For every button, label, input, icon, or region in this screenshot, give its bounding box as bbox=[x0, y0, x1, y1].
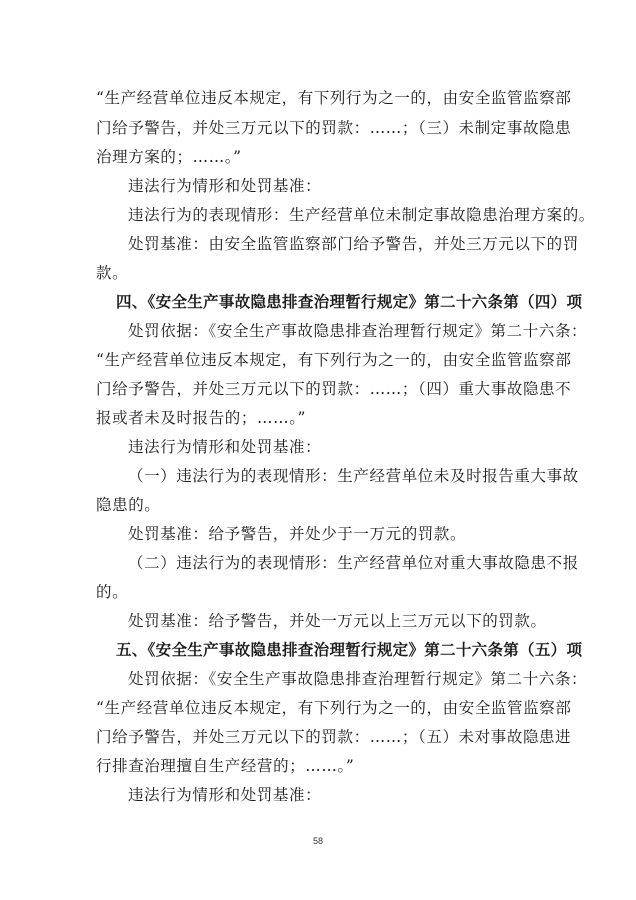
body-text-line: “生产经营单位违反本规定，有下列行为之一的，由安全监管监察部 bbox=[96, 699, 572, 717]
body-text-line: 门给予警告，并处三万元以下的罚款：……；（三）未制定事故隐患 bbox=[96, 119, 572, 137]
body-text-line: 报或者未及时报告的；……。” bbox=[96, 409, 307, 427]
body-text-line: “生产经营单位违反本规定，有下列行为之一的，由安全监管监察部 bbox=[96, 89, 572, 107]
body-text-line: 行排查治理擅自生产经营的；……。” bbox=[96, 757, 355, 775]
body-text-line: 款。 bbox=[96, 264, 129, 282]
body-text-line: 违法行为情形和处罚基准： bbox=[128, 438, 322, 456]
body-text-line: 处罚基准：由安全监管监察部门给予警告，并处三万元以下的罚 bbox=[128, 235, 579, 253]
section-heading: 四、《安全生产事故隐患排查治理暂行规定》第二十六条第（四）项 bbox=[116, 293, 583, 311]
body-text-line: 违法行为情形和处罚基准： bbox=[128, 786, 322, 804]
body-text-line: 的。 bbox=[96, 583, 129, 601]
body-text-line: 治理方案的；……。” bbox=[96, 148, 242, 166]
body-text-line: 违法行为情形和处罚基准： bbox=[128, 177, 322, 195]
body-text-line: （二）违法行为的表现情形：生产经营单位对重大事故隐患不报 bbox=[128, 554, 579, 572]
page-number: 58 bbox=[312, 836, 323, 846]
body-text-line: 门给予警告，并处三万元以下的罚款：……；（四）重大事故隐患不 bbox=[96, 380, 572, 398]
section-heading: 五、《安全生产事故隐患排查治理暂行规定》第二十六条第（五）项 bbox=[116, 641, 583, 659]
body-text-line: 处罚基准：给予警告，并处少于一万元的罚款。 bbox=[128, 525, 467, 543]
body-text-line: 处罚依据：《安全生产事故隐患排查治理暂行规定》第二十六条： bbox=[128, 670, 588, 688]
body-text-line: 处罚依据：《安全生产事故隐患排查治理暂行规定》第二十六条： bbox=[128, 322, 588, 340]
body-text-line: “生产经营单位违反本规定，有下列行为之一的，由安全监管监察部 bbox=[96, 351, 572, 369]
body-text-line: （一）违法行为的表现情形：生产经营单位未及时报告重大事故 bbox=[128, 467, 579, 485]
body-text-line: 隐患的。 bbox=[96, 496, 161, 514]
body-text-line: 门给予警告，并处三万元以下的罚款：……；（五）未对事故隐患进 bbox=[96, 728, 572, 746]
body-text-line: 违法行为的表现情形：生产经营单位未制定事故隐患治理方案的。 bbox=[128, 206, 595, 224]
body-text-line: 处罚基准：给予警告，并处一万元以上三万元以下的罚款。 bbox=[128, 612, 547, 630]
